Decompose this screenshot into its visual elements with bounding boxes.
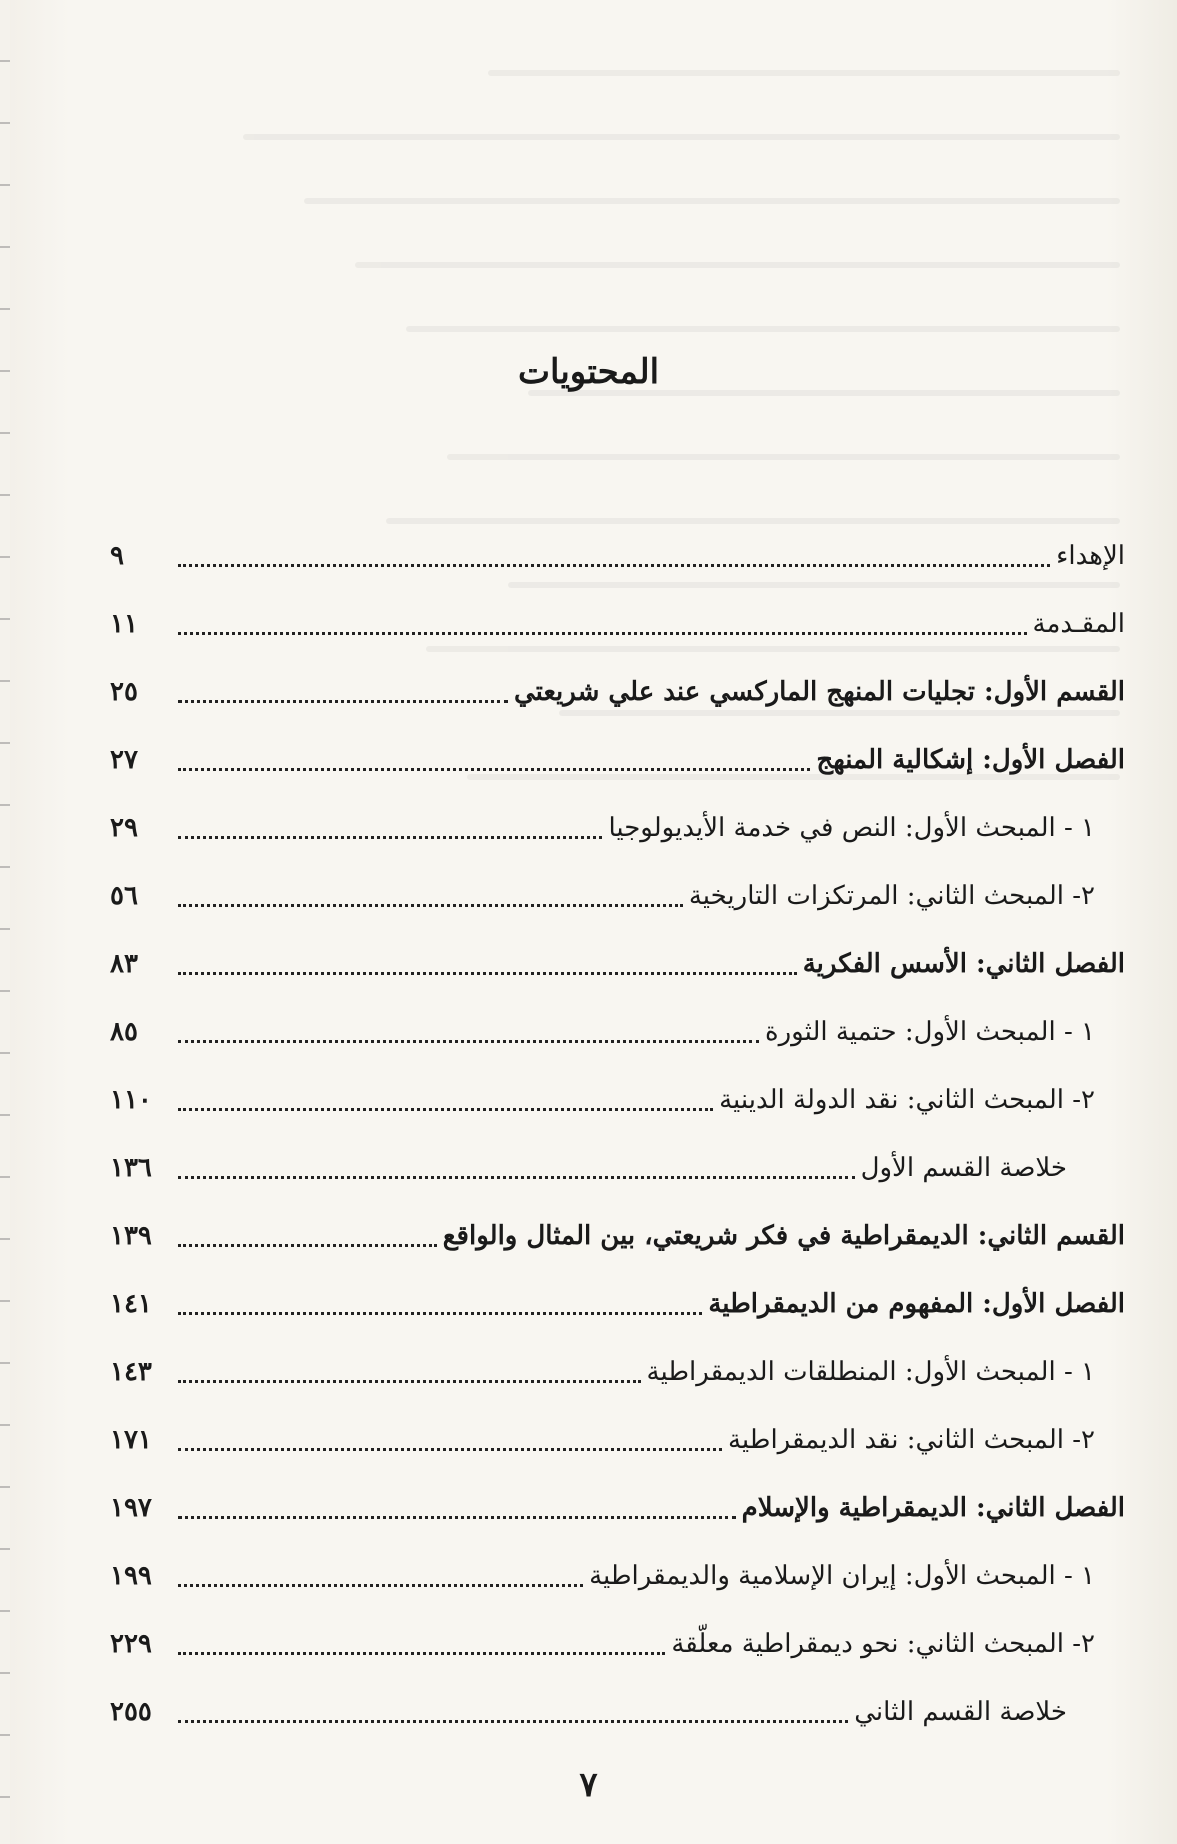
dot-leader xyxy=(178,904,683,907)
toc-entry-chapter xyxy=(110,1474,1125,1542)
toc-entry-section xyxy=(110,1542,1125,1610)
toc-entry-label: الفصل الأول: المفهوم من الديمقراطية xyxy=(708,1289,1125,1319)
toc-entry-label: خلاصة القسم الأول xyxy=(860,1153,1067,1183)
toc-entry-label: ١ - المبحث الأول: حتمية الثورة xyxy=(764,1017,1095,1047)
toc-entry-section xyxy=(110,1610,1125,1678)
toc-entry-chapter xyxy=(110,930,1125,998)
toc-entry-page: ٢٥٥ xyxy=(110,1697,152,1727)
toc-entry-section xyxy=(110,794,1125,862)
page-number: ٧ xyxy=(579,1765,598,1805)
toc-entry-summary xyxy=(110,1134,1125,1202)
toc-entry-section xyxy=(110,1406,1125,1474)
toc-entry-chapter xyxy=(110,1270,1125,1338)
toc-entry-label: الإهداء xyxy=(1056,541,1125,571)
toc-entry-page: ١٣٦ xyxy=(110,1153,152,1183)
table-of-contents xyxy=(110,522,1125,1746)
toc-entry-label: المقـدمة xyxy=(1032,609,1125,639)
toc-entry-label: ١ - المبحث الأول: المنطلقات الديمقراطية xyxy=(646,1357,1095,1387)
dot-leader xyxy=(178,564,1050,567)
toc-entry-label: ١ - المبحث الأول: النص في خدمة الأيديولوجيا xyxy=(608,813,1095,843)
toc-entry xyxy=(110,522,1125,590)
toc-entry-page: ٥٦ xyxy=(110,881,138,911)
toc-entry-label: الفصل الأول: إشكالية المنهج xyxy=(816,745,1125,775)
toc-entry-label: الفصل الثاني: الديمقراطية والإسلام xyxy=(741,1493,1125,1523)
toc-entry-page: ١٩٩ xyxy=(110,1561,152,1591)
toc-entry-page: ١٣٩ xyxy=(110,1221,152,1251)
toc-entry-page: ٨٥ xyxy=(110,1017,138,1047)
toc-entry-page: ٩ xyxy=(110,541,124,571)
dot-leader xyxy=(178,836,602,839)
toc-entry-label: خلاصة القسم الثاني xyxy=(854,1697,1067,1727)
dot-leader xyxy=(178,1516,736,1519)
toc-entry-page: ٢٩ xyxy=(110,813,138,843)
toc-entry-label: الفصل الثاني: الأسس الفكرية xyxy=(802,949,1125,979)
toc-entry-page: ١١ xyxy=(110,609,138,639)
toc-entry-page: ٢٥ xyxy=(110,677,138,707)
dot-leader xyxy=(178,1176,855,1179)
toc-entry-page: ٨٣ xyxy=(110,949,138,979)
toc-entry xyxy=(110,590,1125,658)
toc-entry-part xyxy=(110,1202,1125,1270)
dot-leader xyxy=(178,1652,665,1655)
dot-leader xyxy=(178,1108,713,1111)
toc-entry-section xyxy=(110,862,1125,930)
toc-entry-label: ١ - المبحث الأول: إيران الإسلامية والديمقراطية xyxy=(589,1561,1095,1591)
toc-entry-part xyxy=(110,658,1125,726)
dot-leader xyxy=(178,972,797,975)
toc-entry-page: ١٧١ xyxy=(110,1425,152,1455)
dot-leader xyxy=(178,1584,583,1587)
toc-entry-page: ١٩٧ xyxy=(110,1493,152,1523)
toc-entry-page: ٢٢٩ xyxy=(110,1629,152,1659)
toc-entry-section xyxy=(110,1066,1125,1134)
dot-leader xyxy=(178,1244,437,1247)
dot-leader xyxy=(178,1380,641,1383)
dot-leader xyxy=(178,700,508,703)
toc-entry-page: ١٤١ xyxy=(110,1289,152,1319)
toc-entry-label: القسم الثاني: الديمقراطية في فكر شريعتي، بين المثال والواقع xyxy=(442,1221,1125,1251)
dot-leader xyxy=(178,1040,759,1043)
toc-entry-section xyxy=(110,998,1125,1066)
toc-entry-label: القسم الأول: تجليات المنهج الماركسي عند علي شريعتي xyxy=(513,677,1125,707)
page-title: المحتويات xyxy=(517,352,660,392)
dot-leader xyxy=(178,1448,722,1451)
toc-entry-page: ١٤٣ xyxy=(110,1357,152,1387)
toc-entry-label: ٢- المبحث الثاني: نحو ديمقراطية معلّقة xyxy=(671,1629,1095,1659)
dot-leader xyxy=(178,768,810,771)
toc-entry-page: ١١٠ xyxy=(110,1085,152,1115)
page-edge-marks xyxy=(0,0,10,1844)
toc-entry-label: ٢- المبحث الثاني: نقد الدولة الدينية xyxy=(719,1085,1095,1115)
toc-entry-section xyxy=(110,1338,1125,1406)
dot-leader xyxy=(178,632,1027,635)
toc-entry-page: ٢٧ xyxy=(110,745,138,775)
toc-entry-summary xyxy=(110,1678,1125,1746)
dot-leader xyxy=(178,1312,702,1315)
toc-entry-label: ٢- المبحث الثاني: نقد الديمقراطية xyxy=(727,1425,1095,1455)
toc-entry-chapter xyxy=(110,726,1125,794)
dot-leader xyxy=(178,1720,848,1723)
toc-entry-label: ٢- المبحث الثاني: المرتكزات التاريخية xyxy=(688,881,1095,911)
